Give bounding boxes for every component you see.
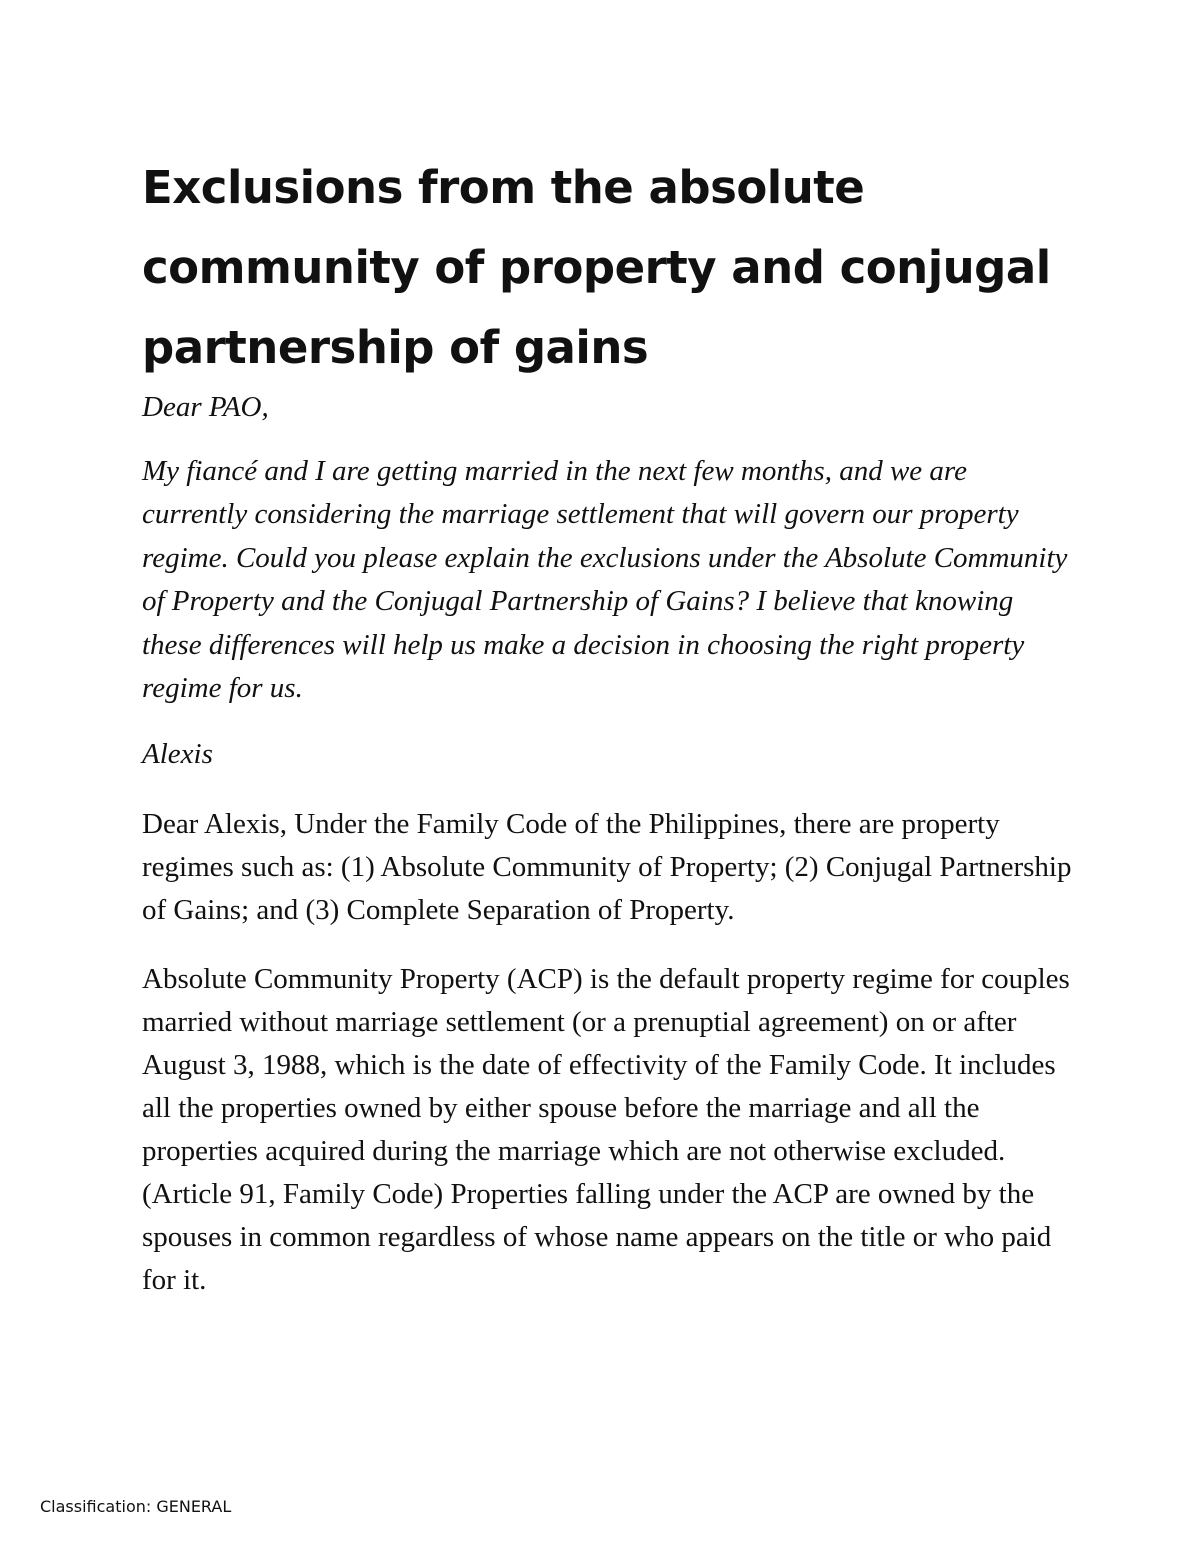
answer-paragraph-2: Absolute Community Property (ACP) is the default property regime for couples married without marriage settlement (or a prenuptial agreement) on or after August 3, 1988, which is the date of effectivity of the Family Code. It includes all the properties owned by either spouse before the marriage and all the properties acquired during the marriage which are not otherwise excluded. (Article 91, Family Code) Properties falling under the ACP are owned by the spouses in common regardless of whose name appears on the title or who paid for it. bbox=[142, 963, 1070, 1296]
answer-paragraph-1: Dear Alexis, Under the Family Code of the Philippines, there are property regimes such as: (1) Absolute Community of Property; (2) Conjugal Partnership of Gains; and (3) Complete Separation of Property. bbox=[142, 808, 1072, 926]
letter-signoff: Alexis bbox=[142, 737, 213, 770]
letter-body: My fiancé and I are getting married in the next few months, and we are currently considering the marriage settlement that will govern our property regime. Could you please explain the exclusions under the Absolute Community of Property and the Conjugal Partnership of Gains? I believe that knowing these differences will help us make a decision in choosing the right property regime for us. bbox=[142, 454, 1068, 704]
letter-salutation: Dear PAO, bbox=[142, 391, 269, 423]
classification-footer: Classification: GENERAL bbox=[40, 1497, 232, 1516]
article-title: Exclusions from the absolute community of property and conjugal partnership of gains bbox=[142, 161, 1051, 374]
article-content bbox=[142, 148, 1072, 1302]
